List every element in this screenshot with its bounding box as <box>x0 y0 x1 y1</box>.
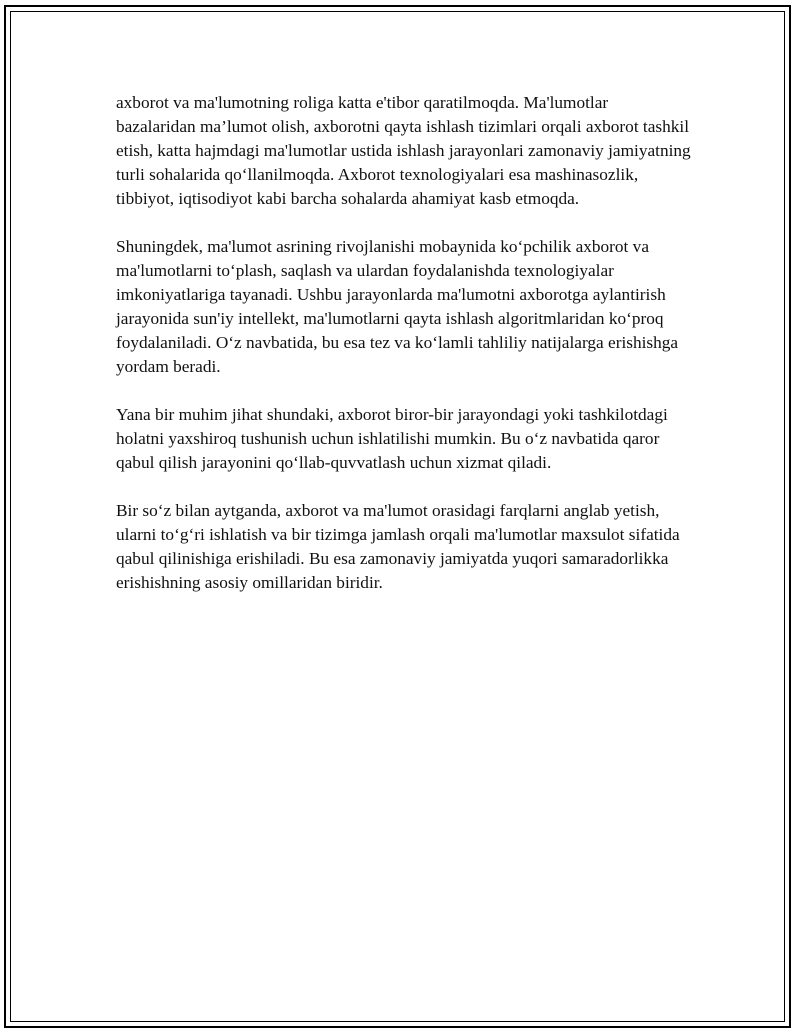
paragraph-2: Shuningdek, ma'lumot asrining rivojlanishi mobaynida ko‘pchilik axborot va ma'lumotlarni to‘plash, saqlash va ulardan foydalanishda texnologiyalar imkoniyatlariga tayanadi. Ushbu jarayonlarda ma'lumotni axborotga aylantirish jarayonida sun'iy intellekt, ma'lumotlarni qayta ishlash algoritmlaridan ko‘proq foydalaniladi. O‘z navbatida, bu esa tez va ko‘lamli tahliliy natijalarga erishishga yordam beradi. <box>116 237 679 376</box>
paragraph-4: Bir so‘z bilan aytganda, axborot va ma'lumot orasidagi farqlarni anglab yetish, ularni to‘g‘ri ishlatish va bir tizimga jamlash orqali ma'lumotlar maxsulot sifatida qabul qilinishiga erishiladi. Bu esa zamonaviy jamiyatda yuqori samaradorlikka erishishning asosiy omillaridan biridir. <box>116 501 680 592</box>
document-page <box>4 5 791 1028</box>
paragraph-1: axborot va ma'lumotning roliga katta e'tibor qaratilmoqda. Ma'lumotlar bazalaridan ma’lumot olish, axborotni qayta ishlash tizimlari orqali axborot tashkil etish, katta hajmdagi ma'lumotlar ustida ishlash jarayonlari zamonaviy jamiyatning turli sohalarida qo‘llanilmoqda. Axborot texnologiyalari esa mashinasozlik, tibbiyot, iqtisodiyot kabi barcha sohalarda ahamiyat kasb etmoqda. <box>116 93 691 208</box>
paragraph-3: Yana bir muhim jihat shundaki, axborot biror-bir jarayondagi yoki tashkilotdagi holatni yaxshiroq tushunish uchun ishlatilishi mumkin. Bu o‘z navbatida qaror qabul qilish jarayonini qo‘llab-quvvatlash uchun xizmat qiladi. <box>116 405 668 472</box>
document-body <box>116 91 691 619</box>
